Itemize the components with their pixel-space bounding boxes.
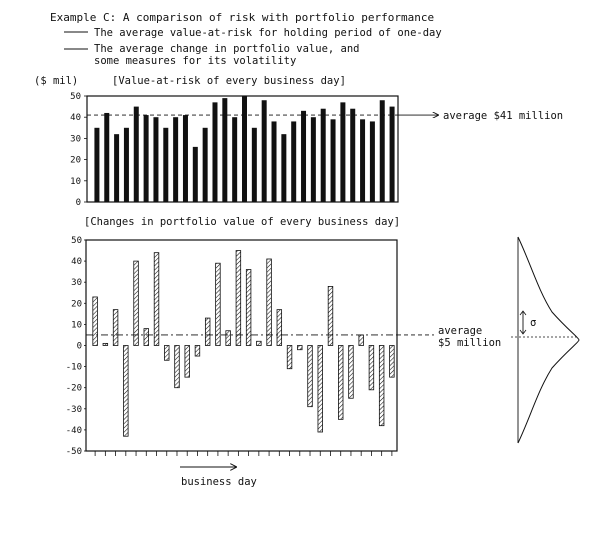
chart2-bar — [287, 346, 292, 369]
chart2-bar — [144, 329, 149, 346]
chart1-bar — [222, 98, 227, 202]
chart2-ytick-label: -30 — [65, 404, 82, 415]
chart1-bar — [153, 117, 158, 202]
chart1-bar — [242, 96, 247, 202]
sigma-label: σ — [530, 317, 537, 329]
chart2-bar — [257, 341, 262, 345]
chart1-bar — [163, 128, 168, 202]
chart2-bars — [93, 251, 394, 437]
chart2-ytick-label: -40 — [65, 425, 82, 436]
chart2-ytick-label: 0 — [76, 341, 82, 352]
chart2-bar — [154, 253, 159, 346]
chart2-ytick-label: -50 — [65, 447, 82, 457]
chart2-bar — [195, 346, 200, 357]
chart2-bar — [369, 346, 374, 390]
chart1-bar — [360, 119, 365, 202]
chart2-ytick-label: 50 — [71, 236, 82, 246]
chart2-bar — [308, 346, 313, 407]
chart2-bar — [379, 346, 384, 426]
chart1-bar — [311, 117, 316, 202]
chart2-ytick-label: 40 — [71, 257, 82, 268]
chart1-bar — [94, 128, 99, 202]
chart1-bar — [134, 107, 139, 202]
chart1-bar — [232, 117, 237, 202]
chart1-bar — [272, 121, 277, 202]
chart2-bar — [277, 310, 282, 346]
chart2-bar — [103, 343, 108, 345]
chart2-ytick-label: 10 — [71, 320, 82, 331]
chart1-bar — [281, 134, 286, 202]
chart2-bar — [226, 331, 231, 346]
chart1-bar — [203, 128, 208, 202]
figure-title: Example C: A comparison of risk with portfolio performance — [50, 11, 435, 24]
chart1-bar — [291, 121, 296, 202]
chart2-bar — [318, 346, 323, 433]
chart2-bar — [246, 270, 251, 346]
chart2-bar — [164, 346, 169, 361]
chart2-xlabel: business day — [181, 476, 257, 488]
chart2-y-axis — [66, 236, 86, 457]
chart2-bar — [185, 346, 190, 378]
chart1-average-label: average $41 million — [443, 110, 564, 123]
legend-text-change: The average change in portfolio value, and — [94, 43, 360, 55]
chart2-bar — [359, 335, 364, 346]
chart1-ytick-label: 30 — [70, 134, 81, 145]
chart2-bar — [236, 251, 241, 346]
chart2-ytick-label: 20 — [71, 299, 82, 310]
chart1-bar — [252, 128, 257, 202]
chart1-ytick-label: 50 — [70, 92, 81, 102]
chart2-average-label-1: average — [438, 325, 483, 337]
chart1-title: [Value-at-risk of every business day] — [112, 75, 346, 87]
legend-text-var: The average value-at-risk for holding period of one-day — [94, 27, 442, 39]
chart1-ytick-label: 0 — [75, 198, 81, 208]
chart2-bar — [205, 318, 210, 345]
legend-text-volatility: some measures for its volatility — [94, 55, 297, 67]
chart1-bar — [114, 134, 119, 202]
chart1-bar — [104, 113, 109, 202]
chart2-bar — [124, 346, 129, 437]
chart1-bar — [173, 117, 178, 202]
chart1-bar — [193, 147, 198, 202]
chart1-ytick-label: 20 — [70, 155, 81, 166]
chart1-bar — [301, 111, 306, 202]
chart1-bar — [183, 115, 188, 202]
chart2-bar — [267, 259, 272, 346]
distribution-curve — [518, 237, 579, 443]
chart2-bar — [297, 346, 302, 350]
chart1-ytick-label: 10 — [70, 176, 81, 187]
chart1-bar — [370, 121, 375, 202]
chart2-bar — [113, 310, 118, 346]
chart2-title: [Changes in portfolio value of every business day] — [84, 216, 401, 228]
chart1-ytick-label: 40 — [70, 113, 81, 124]
chart2-bar — [390, 346, 395, 378]
chart2-ytick-label: -20 — [65, 383, 82, 394]
chart1-bar — [340, 102, 345, 202]
chart2-bar — [134, 261, 139, 345]
chart2-average-label-2: $5 million — [438, 337, 502, 349]
chart1-bars — [94, 96, 394, 202]
chart1-bar — [212, 102, 217, 202]
chart2-bar — [93, 297, 98, 346]
chart1-ylabel: ($ mil) — [34, 75, 79, 87]
chart2-bar — [175, 346, 180, 388]
chart2-x-ticks — [95, 451, 392, 456]
chart1-bar — [321, 109, 326, 202]
chart2-bar — [328, 286, 333, 345]
chart2-bar — [216, 263, 221, 345]
chart1-bar — [390, 107, 395, 202]
chart1-bar — [144, 115, 149, 202]
chart2-bar — [349, 346, 354, 399]
chart2-ytick-label: 30 — [71, 278, 82, 289]
chart1-bar — [350, 109, 355, 202]
chart2-bar — [338, 346, 343, 420]
chart1-y-axis — [70, 92, 87, 208]
chart2-ytick-label: -10 — [65, 362, 82, 373]
chart1-bar — [331, 119, 336, 202]
chart1-bar — [124, 128, 129, 202]
